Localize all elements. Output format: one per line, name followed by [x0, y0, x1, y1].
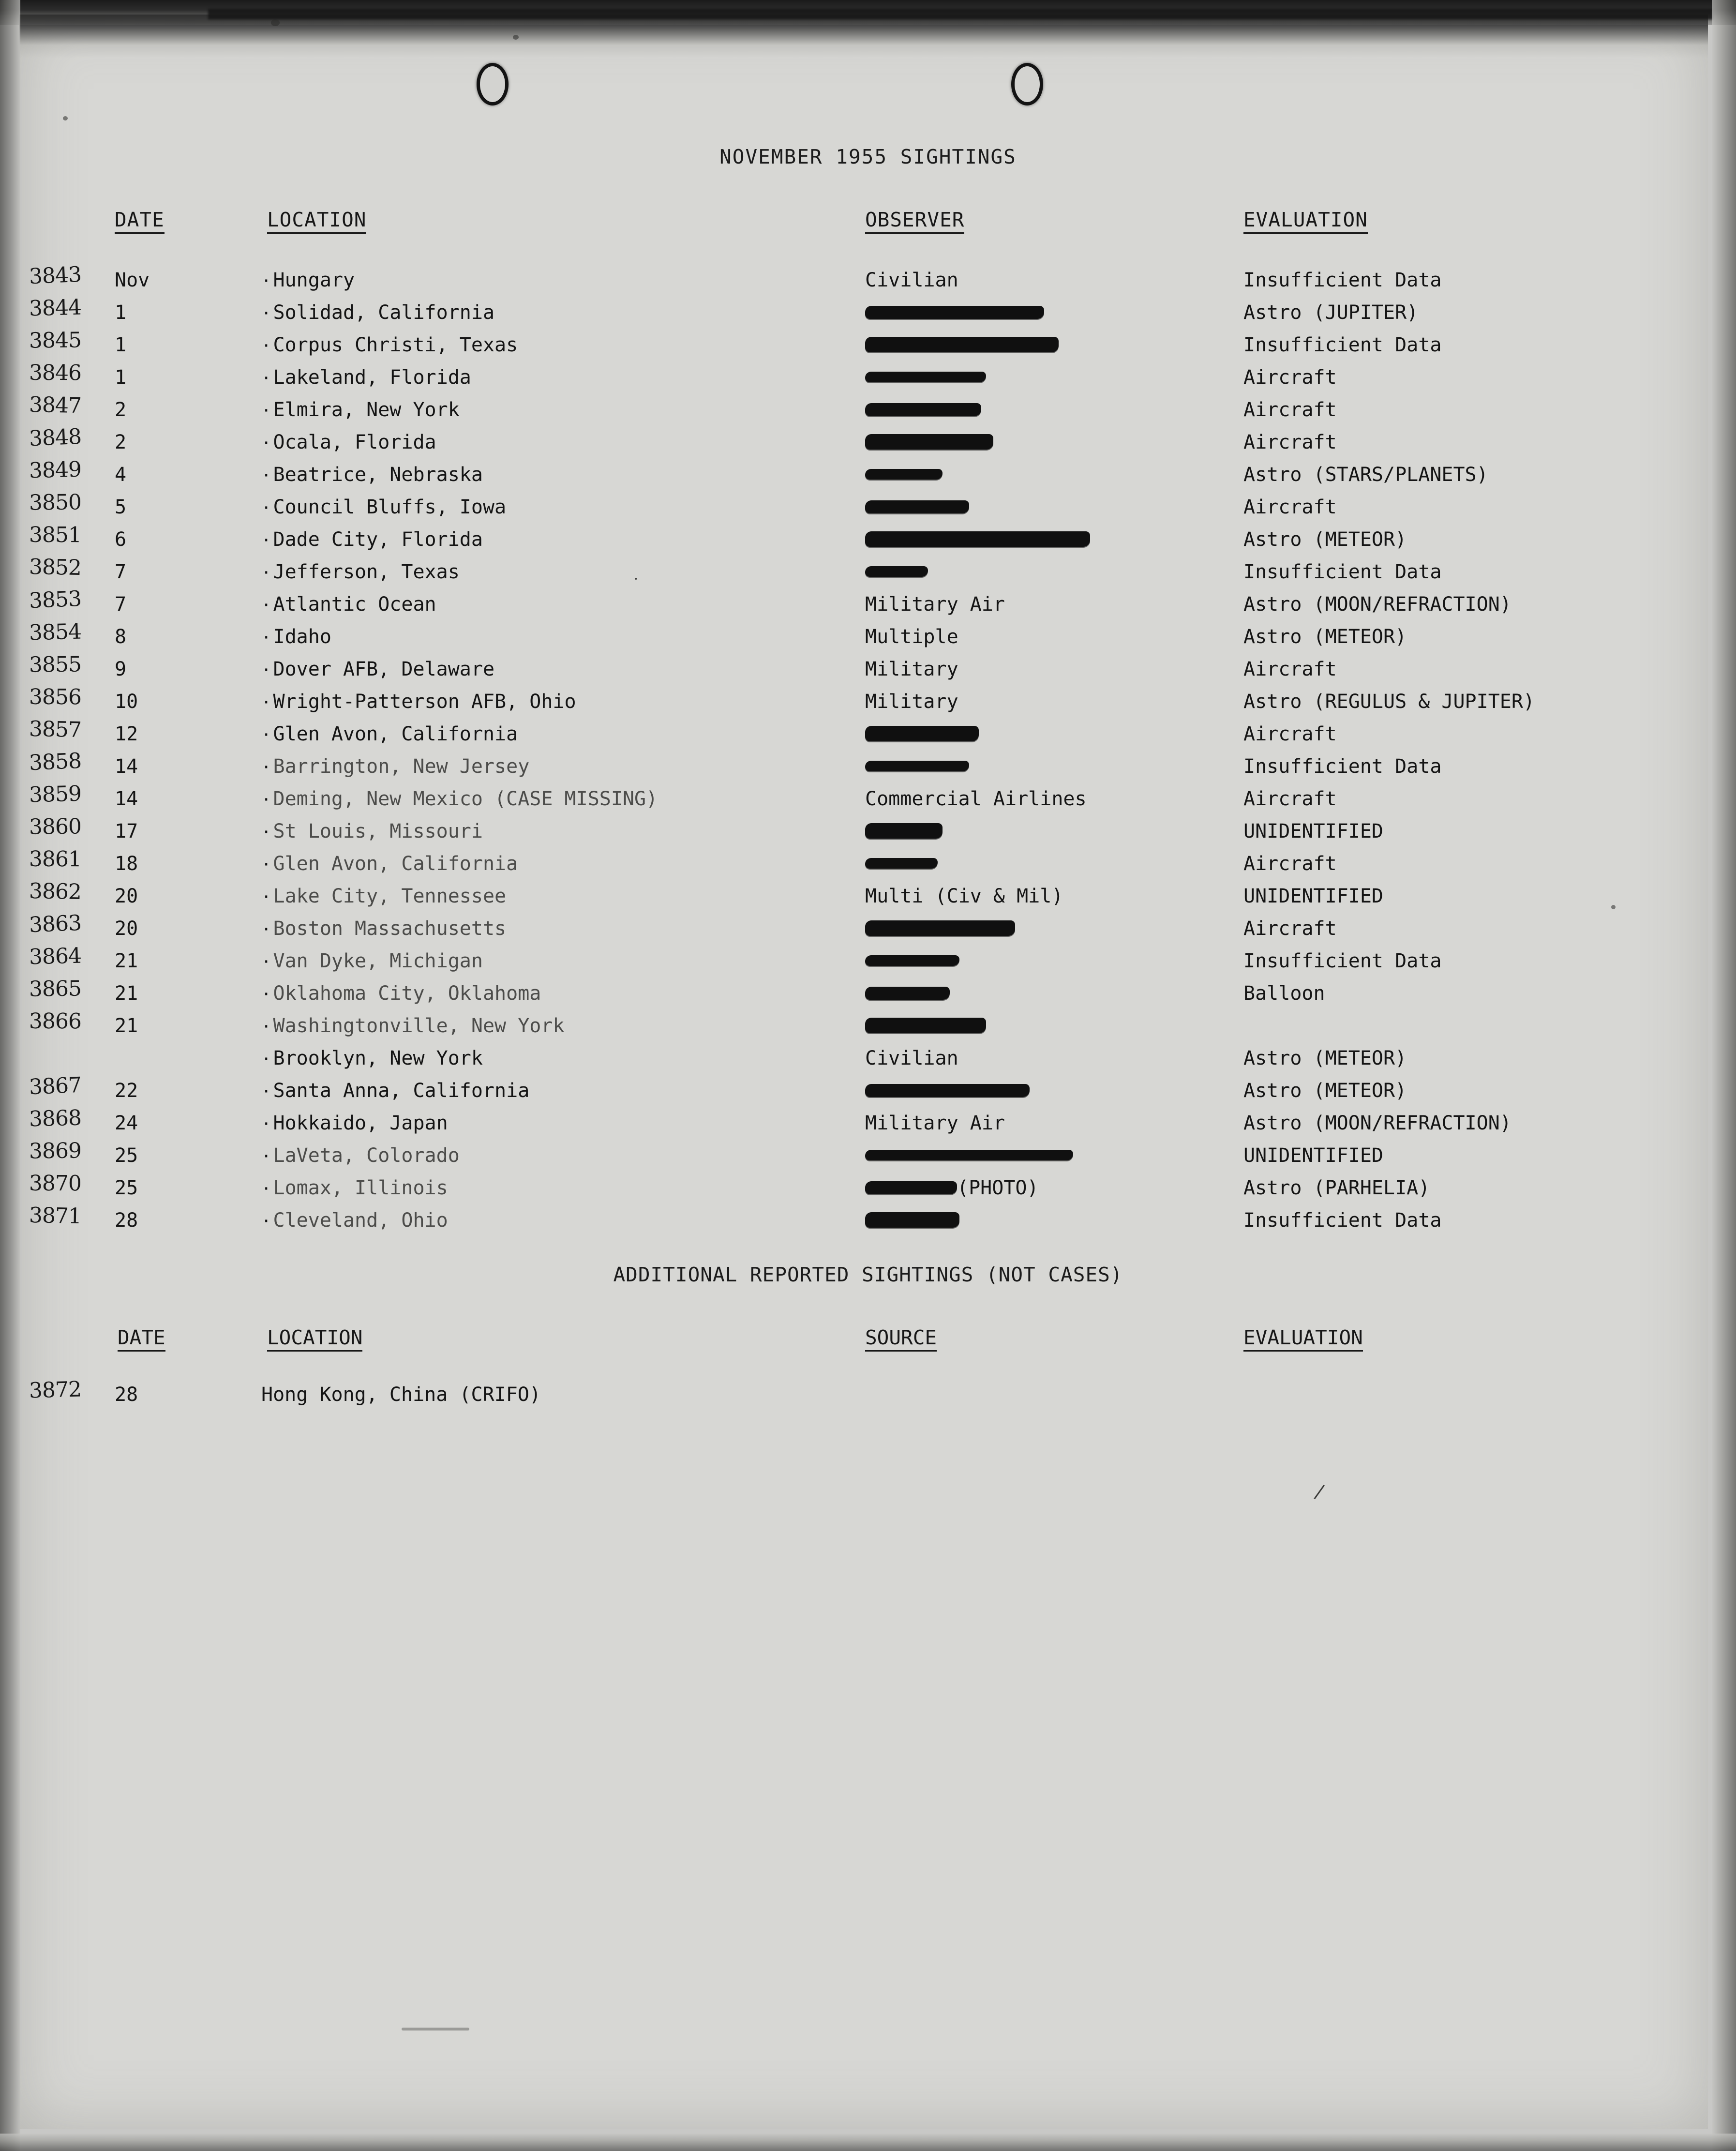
redaction-bar: [865, 531, 1090, 547]
observer-text: Military: [865, 691, 958, 713]
handwritten-case-number: 3872: [29, 1377, 82, 1403]
handwritten-case-number: 3862: [29, 878, 82, 905]
handwritten-case-number: 3861: [29, 846, 82, 872]
check-tick-icon: ·: [261, 401, 271, 421]
check-tick-icon: ·: [261, 725, 271, 745]
table-row: [0, 1105, 1736, 1143]
location-text: Van Dyke, Michigan: [273, 950, 483, 972]
column-header-source: SOURCE: [865, 1326, 937, 1352]
handwritten-case-number: 3843: [28, 262, 82, 289]
cell-observer: [865, 723, 979, 745]
handwritten-case-number: 3871: [29, 1203, 82, 1229]
table-row: [0, 878, 1736, 916]
cell-location: [261, 1209, 448, 1232]
table-row: [0, 716, 1736, 753]
location-text: Jefferson, Texas: [273, 561, 460, 583]
cell-location: [261, 788, 658, 810]
cell-evaluation: Insufficient Data: [1243, 950, 1442, 972]
cell-evaluation: Insufficient Data: [1243, 1209, 1442, 1232]
handwritten-case-number: 3868: [29, 1105, 82, 1132]
cell-location: [261, 820, 483, 842]
location-text: Hokkaido, Japan: [273, 1112, 448, 1134]
check-tick-icon: ·: [261, 498, 271, 518]
redaction-bar: [865, 1150, 1073, 1160]
cell-evaluation: Aircraft: [1243, 496, 1337, 518]
check-tick-icon: ·: [261, 1114, 271, 1134]
location-text: Cleveland, Ohio: [273, 1209, 448, 1232]
cell-location: [261, 1144, 460, 1167]
check-tick-icon: ·: [261, 304, 271, 323]
cell-date: 5: [115, 496, 127, 518]
cell-date: 2: [115, 399, 127, 421]
cell-location: [261, 593, 436, 616]
scan-bottom-edge: [0, 2134, 1736, 2151]
location-text: Lomax, Illinois: [273, 1177, 448, 1199]
cell-location: [261, 1177, 448, 1199]
cell-location: [261, 658, 494, 680]
cell-observer: [865, 496, 969, 518]
cell-date: 7: [115, 561, 127, 583]
cell-date: 22: [115, 1080, 138, 1102]
location-text: Glen Avon, California: [273, 853, 518, 875]
cell-location: [261, 528, 483, 551]
check-tick-icon: ·: [261, 855, 271, 874]
cell-date: 8: [115, 626, 127, 648]
check-tick-icon: ·: [261, 661, 271, 680]
check-tick-icon: ·: [261, 1212, 271, 1231]
location-text: Dade City, Florida: [273, 528, 483, 551]
handwritten-case-number: 3855: [29, 652, 82, 677]
cell-date: 14: [115, 755, 138, 778]
observer-text: Multiple: [865, 626, 958, 648]
cell-location: [261, 561, 460, 583]
check-tick-icon: ·: [261, 271, 271, 291]
table-row: [0, 781, 1736, 818]
column-header-date: DATE: [115, 208, 165, 234]
check-tick-icon: ·: [261, 1082, 271, 1101]
location-text: Wright-Patterson AFB, Ohio: [273, 691, 576, 713]
table-row: [0, 684, 1736, 721]
redaction-bar: [865, 403, 981, 416]
check-tick-icon: ·: [261, 887, 271, 907]
location-text: Lake City, Tennessee: [273, 885, 507, 907]
cell-observer: [865, 1112, 1005, 1134]
cell-evaluation: UNIDENTIFIED: [1243, 820, 1383, 842]
cell-location: [261, 885, 506, 907]
cell-observer: [865, 658, 958, 680]
cell-evaluation: Astro (MOON/REFRACTION): [1243, 1112, 1512, 1134]
cell-observer: [865, 820, 943, 842]
table-row: [0, 457, 1736, 494]
cell-date: 28: [115, 1384, 138, 1406]
column-header-location-2: LOCATION: [267, 1326, 362, 1352]
location-text: St Louis, Missouri: [273, 820, 483, 842]
cell-evaluation: Astro (PARHELIA): [1243, 1177, 1430, 1199]
redaction-bar: [865, 726, 979, 741]
redaction-bar: [865, 469, 943, 480]
cell-location: [261, 755, 529, 778]
check-tick-icon: ·: [261, 790, 271, 810]
observer-text: Military: [865, 658, 958, 680]
cell-date: 24: [115, 1112, 138, 1134]
handwritten-case-number: 3856: [29, 684, 82, 710]
table-row: [0, 846, 1736, 883]
cell-location: [261, 431, 436, 453]
cell-evaluation: Aircraft: [1243, 918, 1337, 940]
observer-text: (PHOTO): [957, 1177, 1039, 1199]
cell-evaluation: Aircraft: [1243, 431, 1337, 453]
cell-evaluation: Astro (METEOR): [1243, 1047, 1407, 1069]
cell-date: 20: [115, 885, 138, 907]
cell-date: 10: [115, 691, 138, 713]
cell-date: 1: [115, 301, 127, 324]
check-tick-icon: ·: [261, 1017, 271, 1037]
handwritten-case-number: 3867: [28, 1072, 82, 1100]
check-tick-icon: ·: [261, 693, 271, 712]
scan-speck: [513, 35, 519, 40]
cell-observer: [865, 366, 986, 389]
handwritten-case-number: 3863: [28, 910, 82, 938]
cell-observer: [865, 1015, 986, 1037]
cell-date: 7: [115, 593, 127, 616]
check-tick-icon: ·: [261, 1050, 271, 1069]
cell-evaluation: Aircraft: [1243, 658, 1337, 680]
table-row: [0, 328, 1736, 364]
location-text: Solidad, California: [273, 301, 495, 324]
cell-date: 20: [115, 918, 138, 940]
observer-text: Civilian: [865, 1047, 958, 1069]
redaction-bar: [865, 1018, 986, 1033]
handwritten-case-number: 3857: [29, 716, 82, 743]
location-text: Santa Anna, California: [273, 1080, 530, 1102]
location-text: LaVeta, Colorado: [273, 1144, 460, 1167]
check-tick-icon: ·: [261, 466, 271, 485]
scan-top-streak: [208, 9, 1713, 19]
table-row: [0, 262, 1736, 300]
cell-date: 21: [115, 982, 138, 1005]
table-row: [0, 392, 1736, 429]
redaction-bar: [865, 955, 959, 966]
table-row: [0, 424, 1736, 462]
location-text: Council Bluffs, Iowa: [273, 496, 507, 518]
cell-observer: [865, 788, 1087, 810]
column-header-date-2: DATE: [118, 1326, 165, 1352]
cell-location: [261, 1080, 529, 1102]
cell-location: [261, 334, 518, 356]
table-row: [0, 1203, 1736, 1240]
cell-date: 12: [115, 723, 138, 745]
handwritten-case-number: 3860: [29, 814, 82, 840]
handwritten-case-number: 3852: [29, 554, 82, 581]
cell-date: 25: [115, 1144, 138, 1167]
check-tick-icon: ·: [261, 596, 271, 615]
cell-observer: [865, 464, 943, 486]
cell-observer: [865, 885, 1063, 907]
check-tick-icon: ·: [261, 952, 271, 972]
handwritten-case-number: 3847: [29, 392, 82, 419]
punch-hole-left: [477, 63, 509, 105]
column-header-evaluation-2: EVALUATION: [1243, 1326, 1363, 1352]
cell-observer: [865, 918, 1015, 940]
handwritten-case-number: 3849: [29, 457, 82, 483]
redaction-bar: [865, 500, 969, 513]
cell-date: 1: [115, 334, 127, 356]
column-header-location: LOCATION: [267, 208, 366, 234]
check-tick-icon: ·: [261, 1147, 271, 1166]
cell-observer: [865, 1080, 1030, 1102]
redaction-bar: [865, 858, 938, 869]
table-row: [0, 1045, 1736, 1078]
redaction-bar: [865, 1181, 957, 1194]
table-row: [0, 976, 1736, 1013]
cell-location: [261, 496, 506, 518]
location-text: Glen Avon, California: [273, 723, 518, 745]
cell-observer: [865, 593, 1005, 616]
cell-location: [261, 1112, 448, 1134]
cell-location: [261, 1015, 565, 1037]
cell-location: [261, 982, 541, 1005]
redaction-bar: [865, 566, 928, 577]
section-subtitle: ADDITIONAL REPORTED SIGHTINGS (NOT CASES): [613, 1263, 1123, 1286]
cell-location: [261, 626, 331, 648]
cell-evaluation: Astro (METEOR): [1243, 528, 1407, 551]
cell-evaluation: Aircraft: [1243, 853, 1337, 875]
cell-observer: [865, 269, 958, 291]
redaction-bar: [865, 372, 986, 382]
cell-observer: [865, 561, 928, 583]
observer-text: Military Air: [865, 1112, 1005, 1134]
cell-evaluation: Aircraft: [1243, 723, 1337, 745]
cell-evaluation: Astro (STARS/PLANETS): [1243, 464, 1488, 486]
cell-location: Hong Kong, China (CRIFO): [261, 1384, 541, 1406]
handwritten-case-number: 3844: [29, 295, 82, 321]
location-text: Dover AFB, Delaware: [273, 658, 495, 680]
handwritten-case-number: 3866: [29, 1008, 82, 1034]
check-tick-icon: ·: [261, 563, 271, 583]
cell-observer: [865, 626, 958, 648]
cell-observer: [865, 1177, 1039, 1199]
handwritten-case-number: 3858: [28, 748, 82, 776]
cell-evaluation: Aircraft: [1243, 788, 1337, 810]
cell-evaluation: Insufficient Data: [1243, 269, 1442, 291]
handwritten-case-number: 3859: [29, 781, 82, 808]
cell-observer: [865, 1209, 959, 1232]
location-text: Idaho: [273, 626, 331, 648]
scan-speck: [271, 19, 280, 26]
location-text: Ocala, Florida: [273, 431, 436, 453]
handwritten-case-number: 3869: [29, 1138, 82, 1164]
cell-date: 14: [115, 788, 138, 810]
cell-location: [261, 366, 471, 389]
handwritten-case-number: 3850: [29, 490, 82, 515]
redaction-bar: [865, 1212, 959, 1228]
cell-location: [261, 691, 576, 713]
cell-evaluation: UNIDENTIFIED: [1243, 885, 1383, 907]
cell-location: [261, 918, 506, 940]
cell-observer: [865, 431, 993, 453]
check-tick-icon: ·: [261, 336, 271, 356]
cell-location: [261, 269, 355, 291]
location-text: Lakeland, Florida: [273, 366, 471, 389]
observer-text: Multi (Civ & Mil): [865, 885, 1063, 907]
cell-observer: [865, 853, 938, 875]
cell-observer: [865, 982, 950, 1005]
table-row: [0, 1171, 1736, 1207]
cell-date: 4: [115, 464, 127, 486]
cell-location: [261, 853, 518, 875]
column-header-evaluation: EVALUATION: [1243, 208, 1368, 234]
pen-mark: ·: [634, 571, 638, 587]
cell-date: 9: [115, 658, 127, 680]
cell-date: 1: [115, 366, 127, 389]
table-row: [0, 295, 1736, 332]
table-row: [0, 652, 1736, 689]
cell-evaluation: Astro (JUPITER): [1243, 301, 1419, 324]
scan-speck: [63, 116, 68, 120]
table-row: [0, 748, 1736, 786]
scan-speck: [1611, 905, 1616, 909]
location-text: Hungary: [273, 269, 355, 291]
location-text: Corpus Christi, Texas: [273, 334, 518, 356]
cell-evaluation: Astro (MOON/REFRACTION): [1243, 593, 1512, 616]
table-row: [0, 943, 1736, 980]
cell-observer: [865, 334, 1059, 356]
cell-observer: [865, 528, 1090, 551]
punch-hole-right: [1011, 63, 1043, 105]
cell-date: 21: [115, 1015, 138, 1037]
page-title: NOVEMBER 1955 SIGHTINGS: [719, 145, 1017, 168]
check-tick-icon: ·: [261, 1179, 271, 1199]
cell-location: [261, 723, 518, 745]
check-tick-icon: ·: [261, 920, 271, 939]
redaction-bar: [865, 761, 969, 771]
cell-date: Nov: [115, 269, 150, 291]
scan-smudge: [402, 2028, 469, 2031]
sightings-table: [0, 262, 1736, 1240]
cell-date: 25: [115, 1177, 138, 1199]
cell-observer: [865, 1144, 1073, 1167]
table-row: [0, 360, 1736, 397]
table-row: [0, 814, 1736, 851]
cell-evaluation: Astro (REGULUS & JUPITER): [1243, 691, 1535, 713]
handwritten-case-number: 3846: [29, 360, 82, 386]
cell-evaluation: Aircraft: [1243, 366, 1337, 389]
check-tick-icon: ·: [261, 628, 271, 647]
location-text: Atlantic Ocean: [273, 593, 436, 616]
redaction-bar: [865, 306, 1044, 319]
location-text: Washingtonville, New York: [273, 1015, 565, 1037]
cell-evaluation: Astro (METEOR): [1243, 626, 1407, 648]
handwritten-case-number: 3864: [29, 943, 82, 970]
table-row: [0, 1138, 1736, 1175]
observer-text: Civilian: [865, 269, 958, 291]
cell-date: 6: [115, 528, 127, 551]
location-text: Boston Massachusetts: [273, 918, 507, 940]
cell-date: 21: [115, 950, 138, 972]
handwritten-case-number: 3865: [29, 976, 82, 1002]
handwritten-case-number: 3854: [29, 619, 82, 646]
check-tick-icon: ·: [261, 369, 271, 388]
observer-text: Military Air: [865, 593, 1005, 616]
table-row: [0, 910, 1736, 948]
cell-evaluation: UNIDENTIFIED: [1243, 1144, 1383, 1167]
cell-date: 2: [115, 431, 127, 453]
handwritten-case-number: 3851: [29, 522, 82, 548]
cell-observer: [865, 301, 1044, 324]
cell-evaluation: Insufficient Data: [1243, 561, 1442, 583]
cell-observer: [865, 1047, 958, 1069]
location-text: Deming, New Mexico (CASE MISSING): [273, 788, 658, 810]
table-row: [0, 1072, 1736, 1110]
redaction-bar: [865, 337, 1059, 352]
location-text: Oklahoma City, Oklahoma: [273, 982, 541, 1005]
handwritten-case-number: 3848: [28, 424, 82, 451]
redaction-bar: [865, 920, 1015, 936]
pen-mark: /: [1313, 1480, 1326, 1504]
cell-date: 17: [115, 820, 138, 842]
table-row: [0, 490, 1736, 526]
location-text: Brooklyn, New York: [273, 1047, 483, 1069]
cell-location: [261, 1047, 483, 1069]
redaction-bar: [865, 1084, 1030, 1097]
cell-evaluation: Insufficient Data: [1243, 755, 1442, 778]
cell-evaluation: Astro (METEOR): [1243, 1080, 1407, 1102]
table-row: [0, 554, 1736, 591]
cell-observer: [865, 755, 969, 778]
check-tick-icon: ·: [261, 758, 271, 777]
check-tick-icon: ·: [261, 985, 271, 1004]
redaction-bar: [865, 987, 950, 1000]
table-row: [0, 586, 1736, 624]
check-tick-icon: ·: [261, 531, 271, 550]
cell-location: [261, 464, 483, 486]
location-text: Elmira, New York: [273, 399, 460, 421]
cell-date: 18: [115, 853, 138, 875]
cell-observer: [865, 950, 959, 972]
handwritten-case-number: 3870: [29, 1171, 82, 1196]
table-row: [0, 1008, 1736, 1045]
cell-evaluation: Aircraft: [1243, 399, 1337, 421]
cell-date: 28: [115, 1209, 138, 1232]
observer-text: Commercial Airlines: [865, 788, 1087, 810]
check-tick-icon: ·: [261, 434, 271, 453]
additional-table-row: [0, 1377, 1736, 1415]
cell-evaluation: Balloon: [1243, 982, 1325, 1005]
location-text: Barrington, New Jersey: [273, 755, 530, 778]
table-row: [0, 619, 1736, 656]
check-tick-icon: ·: [261, 823, 271, 842]
cell-observer: [865, 399, 981, 421]
cell-observer: [865, 691, 958, 713]
handwritten-case-number: 3853: [28, 586, 82, 614]
cell-location: [261, 301, 494, 324]
table-row: [0, 522, 1736, 559]
handwritten-case-number: 3845: [29, 328, 82, 353]
location-text: Beatrice, Nebraska: [273, 464, 483, 486]
cell-evaluation: Insufficient Data: [1243, 334, 1442, 356]
cell-location: [261, 950, 483, 972]
column-header-observer: OBSERVER: [865, 208, 964, 234]
redaction-bar: [865, 823, 943, 839]
redaction-bar: [865, 434, 993, 450]
cell-location: [261, 399, 460, 421]
